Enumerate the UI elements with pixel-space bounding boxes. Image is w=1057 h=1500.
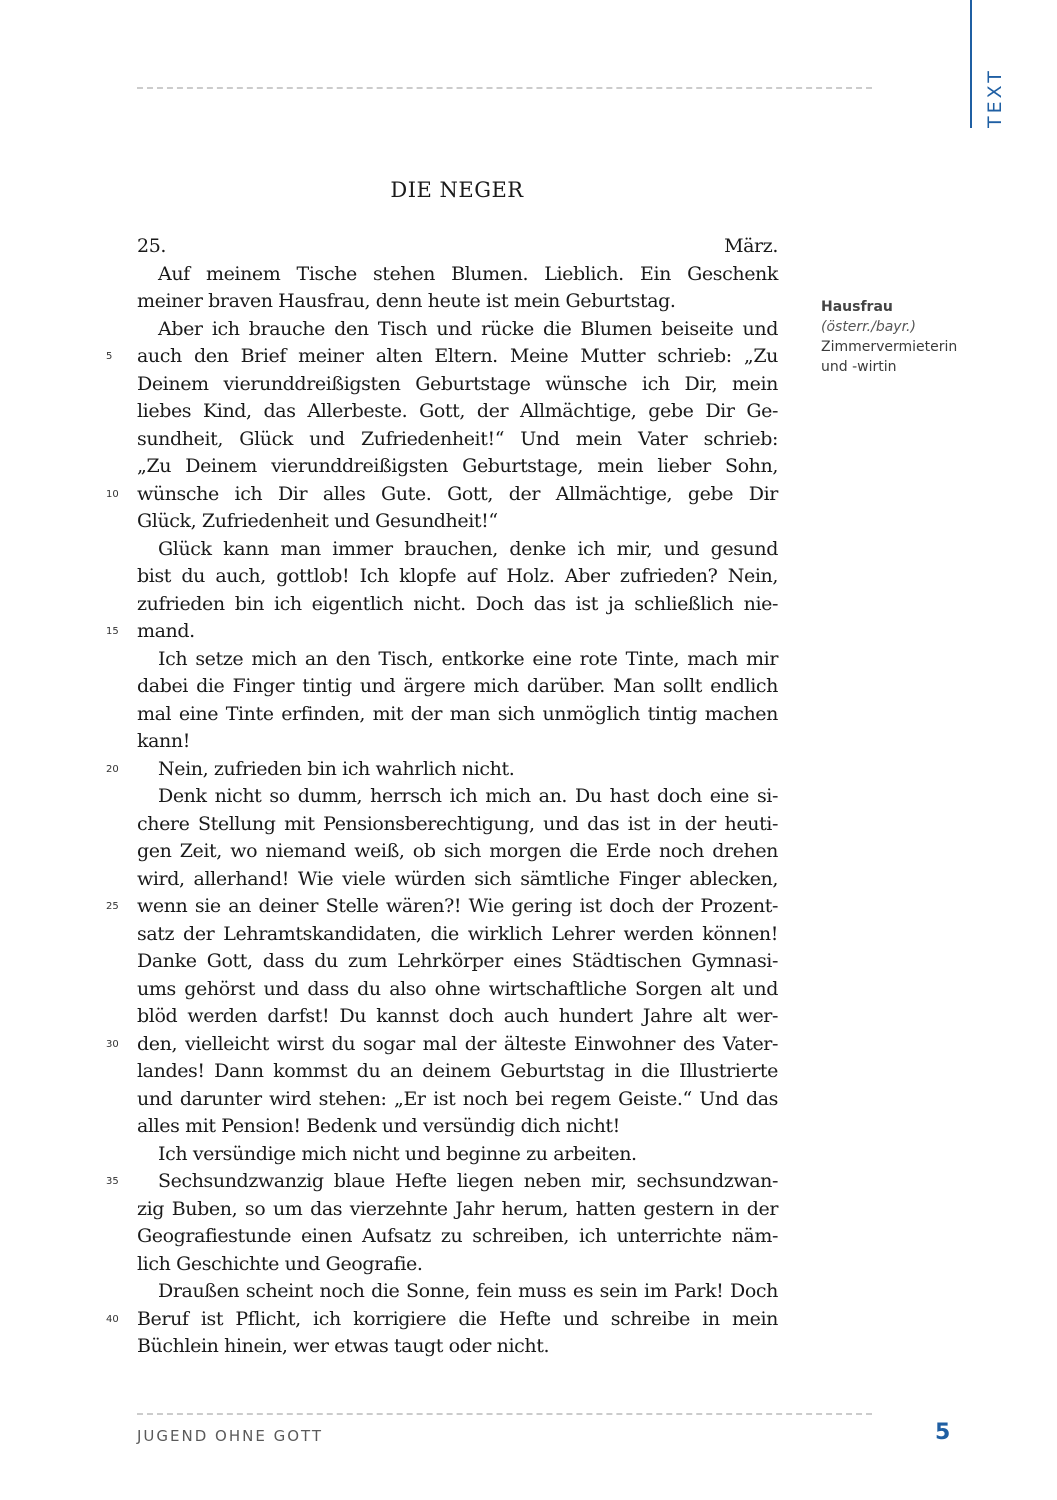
text-line [137,1223,778,1251]
line-text: Draußen scheint noch die Sonne, fein muss es sein im Park! Doch [158,1280,778,1302]
line-text: sundheit, Glück und Zufriedenheit!“ Und mein Vater schrieb: [137,427,778,450]
line-text: Aber ich brauche den Tisch und rücke die Blumen beiseite und [158,317,778,340]
line-text: dabei die Finger tintig und ärgere mich darüber. Man sollt endlich [137,675,778,697]
text-line [137,1003,778,1031]
gloss-definition-line-1: Zimmervermieterin [821,339,958,355]
text-line [137,1113,778,1141]
margin-gloss [821,297,971,377]
line-text: satz der Lehramtskandidaten, die wirklich Lehrer werden können! [137,922,778,945]
text-line [137,371,778,399]
line-text: wenn sie an deiner Stelle wären?! Wie gering ist doch der Prozent- [137,895,778,917]
line-text: wünsche ich Dir alles Gute. Gott, der Allmächtige, gebe Dir [137,482,778,505]
bottom-dashed-rule [137,1413,872,1415]
text-line [137,536,778,564]
line-text: auch den Brief meiner alten Eltern. Meine Mutter schrieb: „Zu [137,345,778,367]
line-number: 10 [106,488,119,500]
text-line [106,481,778,509]
line-text: Geografiestunde einen Aufsatz zu schreiben, ich unterrichte näm- [137,1225,778,1247]
line-text: gen Zeit, wo niemand weiß, ob sich morgen die Erde noch drehen [137,840,778,862]
gloss-region: (österr./bayr.) [821,319,916,335]
side-tab-label: TEXT [984,68,1006,128]
text-line [137,233,778,261]
line-text: Deinem vierunddreißigsten Geburtstage wünsche ich Dir, mein [137,372,778,395]
text-line [106,1168,778,1196]
line-text: Beruf ist Pflicht, ich korrigiere die Hefte und schreibe in mein [137,1307,778,1330]
line-text: mal eine Tinte erfinden, mit der man sich unmöglich tintig machen [137,702,778,725]
line-text: den, vielleicht wirst du sogar mal der älteste Einwohner des Vater- [137,1032,778,1055]
line-number: 25 [106,901,119,912]
line-text: zig Buben, so um das vierzehnte Jahr herum, hatten gestern in der [137,1197,778,1220]
text-line [137,261,778,289]
text-line [137,398,778,426]
text-line [137,728,778,756]
line-text: Glück, Zufriedenheit und Gesundheit!“ [137,510,498,532]
line-text: Büchlein hinein, wer etwas taugt oder nicht. [137,1335,550,1357]
text-line [137,646,778,674]
line-text: Ich versündige mich nicht und beginne zu arbeiten. [158,1142,637,1165]
line-text: Danke Gott, dass du zum Lehrkörper eines Städtischen Gymnasi- [137,950,778,972]
text-line [137,508,778,536]
text-line [137,591,778,619]
line-text: Sechsundzwanzig blaue Hefte liegen neben mir, sechsundzwan- [158,1170,778,1192]
line-text: blöd werden darfst! Du kannst doch auch hundert Jahre alt wer- [137,1005,778,1027]
text-line [137,838,778,866]
text-line [137,563,778,591]
line-text: landes! Dann kommst du an deinem Geburtstag in die Illustrierte [137,1060,778,1082]
line-text: und darunter wird stehen: „Er ist noch bei regem Geiste.“ Und das [137,1087,778,1110]
text-line [137,673,778,701]
line-text: bist du auch, gottlob! Ich klopfe auf Holz. Aber zufrieden? Nein, [137,565,778,587]
text-line [106,1306,778,1334]
line-number: 30 [106,1038,119,1050]
line-text: ums gehörst und dass du also ohne wirtschaftliche Sorgen alt und [137,977,778,1000]
text-line [137,1058,778,1086]
line-number: 20 [106,763,119,775]
line-text: lich Geschichte und Geografie. [137,1252,423,1275]
line-number: 40 [106,1313,119,1325]
line-text: 25. März. [137,235,778,257]
line-text: zufrieden bin ich eigentlich nicht. Doch das ist ja schließlich nie- [137,592,778,615]
text-line [137,1333,778,1361]
text-line [137,288,778,316]
text-line [137,453,778,481]
text-line [137,783,778,811]
text-line [137,1141,778,1169]
body-text [106,233,778,1361]
text-line [137,701,778,729]
side-tab-bar [970,0,972,128]
text-line [137,426,778,454]
text-line [137,1196,778,1224]
line-text: „Zu Deinem vierunddreißigsten Geburtstage, mein lieber Sohn, [137,455,778,477]
text-line [137,976,778,1004]
line-text: kann! [137,730,190,752]
text-line [137,1086,778,1114]
line-text: liebes Kind, das Allerbeste. Gott, der Allmächtige, gebe Dir Ge- [137,400,778,422]
line-text: Glück kann man immer brauchen, denke ich mir, und gesund [158,537,778,560]
text-line [106,618,778,646]
chapter-title: DIE NEGER [390,178,524,202]
line-text: alles mit Pension! Bedenk und versündig dich nicht! [137,1115,620,1137]
text-line [106,1031,778,1059]
line-text: chere Stellung mit Pensionsberechtigung, und das ist in der heuti- [137,812,778,835]
line-text: mand. [137,620,195,642]
text-line [106,893,778,921]
text-line [137,948,778,976]
line-text: Ich setze mich an den Tisch, entkorke eine rote Tinte, mach mir [158,647,778,670]
text-line [137,921,778,949]
text-line [137,1251,778,1279]
gloss-definition-line-2: und -wirtin [821,359,897,375]
line-text: Nein, zufrieden bin ich wahrlich nicht. [158,757,515,780]
text-line [106,343,778,371]
text-line [137,811,778,839]
line-text: meiner braven Hausfrau, denn heute ist mein Geburtstag. [137,290,676,312]
footer-book-title: JUGEND OHNE GOTT [137,1427,324,1445]
page-number: 5 [935,1420,951,1445]
line-number: 15 [106,626,119,637]
gloss-term: Hausfrau [821,299,893,315]
line-number: 5 [106,351,113,362]
text-line [106,756,778,784]
line-text: Denk nicht so dumm, herrsch ich mich an. Du hast doch eine si- [158,785,778,807]
text-line [137,316,778,344]
line-text: Auf meinem Tische stehen Blumen. Lieblich. Ein Geschenk [158,262,778,285]
text-line [137,866,778,894]
line-number: 35 [106,1176,119,1187]
top-dashed-rule [137,87,872,89]
text-line [137,1278,778,1306]
line-text: wird, allerhand! Wie viele würden sich sämtliche Finger ablecken, [137,867,778,890]
